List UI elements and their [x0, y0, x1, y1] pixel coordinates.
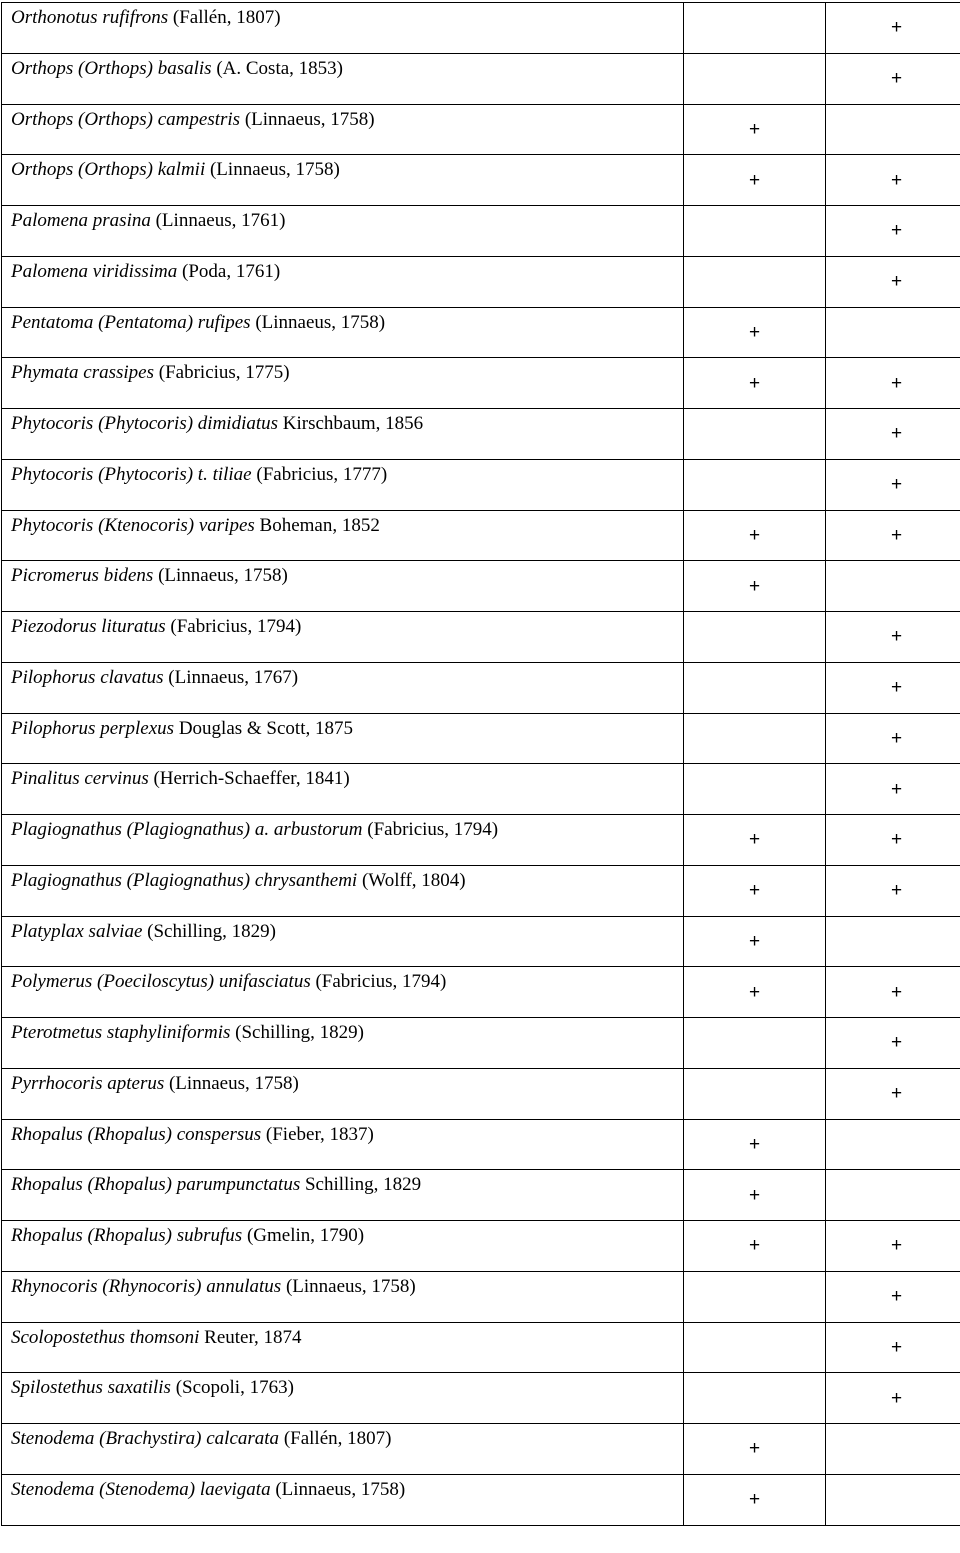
- table-row: [2, 967, 960, 1018]
- presence-mark-col-1: +: [684, 1119, 826, 1170]
- species-author: (Fallén, 1807): [168, 7, 281, 28]
- species-author: (Fabricius, 1777): [251, 463, 388, 485]
- presence-mark-col-2: [826, 1170, 960, 1221]
- species-name-cell: [2, 1373, 684, 1424]
- species-binomial: Phytocoris (Phytocoris) t. tiliae: [11, 463, 252, 485]
- species-binomial: Stenodema (Stenodema) laevigata: [11, 1478, 271, 1500]
- presence-mark-col-1: [684, 459, 826, 510]
- species-name: [11, 206, 683, 230]
- species-name-cell: [2, 256, 684, 307]
- presence-mark-col-2: +: [826, 764, 960, 815]
- species-name: [11, 358, 683, 382]
- species-name-cell: [2, 967, 684, 1018]
- presence-mark-col-2: +: [826, 1068, 960, 1119]
- table-row: [2, 1322, 960, 1373]
- table-row: [2, 662, 960, 713]
- presence-mark-col-2: [826, 104, 960, 155]
- species-author: (Poda, 1761): [177, 260, 281, 282]
- presence-mark-col-1: [684, 1322, 826, 1373]
- presence-mark-col-2: +: [826, 510, 960, 561]
- presence-mark-col-1: +: [684, 307, 826, 358]
- species-author: (Wolff, 1804): [357, 869, 466, 891]
- table-row: [2, 1424, 960, 1475]
- table-row: [2, 256, 960, 307]
- species-author: Douglas & Scott, 1875: [174, 717, 353, 739]
- presence-mark-col-2: +: [826, 409, 960, 460]
- presence-mark-col-2: +: [826, 713, 960, 764]
- table-row: [2, 865, 960, 916]
- table-row: [2, 1170, 960, 1221]
- presence-mark-col-2: [826, 916, 960, 967]
- species-name: [11, 460, 683, 484]
- species-name-cell: [2, 1068, 684, 1119]
- species-author: (Linnaeus, 1761): [150, 210, 286, 231]
- species-name: [11, 1221, 683, 1245]
- species-binomial: Plagiognathus (Plagiognathus) a. arbustorum: [11, 819, 363, 840]
- species-name-cell: [2, 307, 684, 358]
- species-binomial: Rhynocoris (Rhynocoris) annulatus: [11, 1275, 282, 1297]
- species-name: [11, 815, 683, 839]
- presence-mark-col-1: +: [684, 155, 826, 206]
- presence-mark-col-2: +: [826, 1271, 960, 1322]
- species-name-cell: [2, 1424, 684, 1475]
- species-author: (Linnaeus, 1758): [205, 159, 340, 181]
- presence-mark-col-2: +: [826, 1018, 960, 1069]
- species-author: (Linnaeus, 1758): [270, 1478, 406, 1500]
- presence-mark-col-2: +: [826, 358, 960, 409]
- species-name: [11, 1424, 683, 1448]
- table-row: [2, 104, 960, 155]
- presence-mark-col-2: [826, 1424, 960, 1475]
- species-author: (Fabricius, 1794): [362, 819, 499, 840]
- species-name-cell: [2, 1474, 684, 1525]
- species-author: (Linnaeus, 1758): [250, 311, 386, 333]
- species-name: [11, 1272, 683, 1296]
- species-name-cell: [2, 3, 684, 54]
- presence-mark-col-1: [684, 3, 826, 54]
- species-name-cell: [2, 459, 684, 510]
- species-name: [11, 1323, 683, 1347]
- species-binomial: Phytocoris (Ktenocoris) varipes: [11, 514, 255, 536]
- species-name: [11, 917, 683, 941]
- species-binomial: Rhopalus (Rhopalus) parumpunctatus: [11, 1174, 301, 1196]
- presence-mark-col-1: [684, 409, 826, 460]
- presence-mark-col-2: +: [826, 3, 960, 54]
- presence-mark-col-2: [826, 561, 960, 612]
- table-row: [2, 561, 960, 612]
- species-name-cell: [2, 1119, 684, 1170]
- species-binomial: Polymerus (Poeciloscytus) unifasciatus: [11, 971, 311, 993]
- species-binomial: Rhopalus (Rhopalus) conspersus: [11, 1123, 262, 1145]
- table-row: [2, 1474, 960, 1525]
- species-author: (Linnaeus, 1767): [163, 666, 299, 688]
- species-author: Reuter, 1874: [199, 1326, 302, 1348]
- presence-mark-col-1: [684, 662, 826, 713]
- species-binomial: Pentatoma (Pentatoma) rufipes: [11, 311, 251, 333]
- table-row: [2, 612, 960, 663]
- species-table-body: [2, 3, 960, 1526]
- species-name: [11, 1170, 683, 1194]
- table-row: [2, 1018, 960, 1069]
- species-binomial: Plagiognathus (Plagiognathus) chrysanthemi: [11, 869, 358, 891]
- species-name: [11, 714, 683, 738]
- species-author: Boheman, 1852: [254, 514, 380, 536]
- presence-mark-col-2: +: [826, 155, 960, 206]
- presence-mark-col-2: +: [826, 815, 960, 866]
- species-author: (Fabricius, 1794): [165, 616, 302, 637]
- table-row: [2, 459, 960, 510]
- table-row: [2, 358, 960, 409]
- species-binomial: Orthops (Orthops) basalis: [11, 57, 212, 79]
- species-name-cell: [2, 815, 684, 866]
- table-row: [2, 1373, 960, 1424]
- species-author: Schilling, 1829: [300, 1174, 422, 1196]
- species-binomial: Pyrrhocoris apterus: [11, 1072, 165, 1094]
- species-author: (Fieber, 1837): [261, 1123, 374, 1145]
- presence-mark-col-1: +: [684, 967, 826, 1018]
- species-name: [11, 967, 683, 991]
- species-author: (Linnaeus, 1758): [240, 108, 375, 130]
- presence-mark-col-2: +: [826, 1373, 960, 1424]
- species-name: [11, 1018, 683, 1042]
- presence-mark-col-2: +: [826, 662, 960, 713]
- species-binomial: Pilophorus clavatus: [11, 666, 164, 688]
- species-name-cell: [2, 104, 684, 155]
- presence-mark-col-1: +: [684, 510, 826, 561]
- presence-mark-col-2: +: [826, 206, 960, 257]
- presence-mark-col-1: [684, 1018, 826, 1069]
- species-binomial: Palomena prasina: [11, 210, 151, 231]
- species-binomial: Orthonotus rufifrons: [11, 7, 169, 28]
- species-name-cell: [2, 409, 684, 460]
- presence-mark-col-2: [826, 1474, 960, 1525]
- presence-mark-col-1: [684, 1068, 826, 1119]
- species-binomial: Pilophorus perplexus: [11, 717, 175, 739]
- presence-mark-col-2: +: [826, 612, 960, 663]
- species-name-cell: [2, 358, 684, 409]
- table-row: [2, 409, 960, 460]
- presence-mark-col-1: +: [684, 1221, 826, 1272]
- species-name: [11, 308, 683, 332]
- species-author: Kirschbaum, 1856: [278, 413, 424, 434]
- table-row: [2, 307, 960, 358]
- presence-mark-col-2: +: [826, 967, 960, 1018]
- species-binomial: Scolopostethus thomsoni: [11, 1326, 200, 1348]
- table-row: [2, 206, 960, 257]
- species-name-cell: [2, 510, 684, 561]
- species-table: [1, 2, 960, 1526]
- presence-mark-col-1: [684, 256, 826, 307]
- species-name: [11, 663, 683, 687]
- species-name-cell: [2, 1221, 684, 1272]
- presence-mark-col-1: +: [684, 815, 826, 866]
- presence-mark-col-1: +: [684, 865, 826, 916]
- presence-mark-col-1: +: [684, 1474, 826, 1525]
- table-row: [2, 1221, 960, 1272]
- species-name: [11, 1120, 683, 1144]
- species-name: [11, 1475, 683, 1499]
- species-binomial: Pterotmetus staphyliniformis: [11, 1022, 231, 1043]
- species-author: (Schilling, 1829): [230, 1022, 364, 1043]
- species-name-cell: [2, 865, 684, 916]
- presence-mark-col-1: [684, 764, 826, 815]
- presence-mark-col-1: [684, 1373, 826, 1424]
- species-binomial: Phytocoris (Phytocoris) dimidiatus: [11, 413, 279, 434]
- species-name-cell: [2, 1322, 684, 1373]
- species-name-cell: [2, 155, 684, 206]
- species-binomial: Phymata crassipes: [11, 362, 155, 384]
- species-author: (Linnaeus, 1758): [281, 1275, 416, 1297]
- species-name: [11, 866, 683, 890]
- presence-mark-col-1: [684, 1271, 826, 1322]
- species-author: (Fallén, 1807): [279, 1428, 392, 1449]
- species-author: (Gmelin, 1790): [242, 1225, 365, 1246]
- presence-mark-col-2: +: [826, 459, 960, 510]
- species-name-cell: [2, 612, 684, 663]
- species-binomial: Platyplax salviae: [11, 920, 143, 942]
- presence-mark-col-1: +: [684, 1170, 826, 1221]
- species-author: (Herrich-Schaeffer, 1841): [148, 768, 350, 790]
- presence-mark-col-1: +: [684, 916, 826, 967]
- table-row: [2, 1068, 960, 1119]
- species-name: [11, 3, 683, 27]
- table-row: [2, 53, 960, 104]
- presence-mark-col-1: [684, 612, 826, 663]
- species-name-cell: [2, 1018, 684, 1069]
- species-name-cell: [2, 206, 684, 257]
- species-binomial: Palomena viridissima: [11, 260, 178, 282]
- table-row: [2, 764, 960, 815]
- presence-mark-col-2: +: [826, 865, 960, 916]
- table-row: [2, 815, 960, 866]
- species-author: (Fabricius, 1775): [154, 362, 290, 384]
- species-name-cell: [2, 916, 684, 967]
- species-name: [11, 409, 683, 433]
- presence-mark-col-1: [684, 53, 826, 104]
- presence-mark-col-2: +: [826, 53, 960, 104]
- table-row: [2, 713, 960, 764]
- species-name: [11, 561, 683, 585]
- species-name: [11, 612, 683, 636]
- presence-mark-col-1: +: [684, 561, 826, 612]
- species-author: (A. Costa, 1853): [211, 57, 343, 79]
- table-row: [2, 3, 960, 54]
- species-binomial: Pinalitus cervinus: [11, 768, 149, 790]
- species-binomial: Spilostethus saxatilis: [11, 1377, 171, 1399]
- presence-mark-col-1: +: [684, 104, 826, 155]
- species-name: [11, 764, 683, 788]
- presence-mark-col-2: +: [826, 1221, 960, 1272]
- species-name-cell: [2, 662, 684, 713]
- presence-mark-col-1: +: [684, 358, 826, 409]
- species-binomial: Stenodema (Brachystira) calcarata: [11, 1428, 280, 1449]
- table-row: [2, 1119, 960, 1170]
- presence-mark-col-2: +: [826, 256, 960, 307]
- species-name: [11, 54, 683, 78]
- species-author: (Linnaeus, 1758): [153, 565, 288, 587]
- species-name: [11, 1373, 683, 1397]
- species-binomial: Rhopalus (Rhopalus) subrufus: [11, 1225, 243, 1246]
- table-row: [2, 155, 960, 206]
- table-row: [2, 1271, 960, 1322]
- table-row: [2, 916, 960, 967]
- species-name: [11, 257, 683, 281]
- presence-mark-col-1: [684, 713, 826, 764]
- species-name: [11, 105, 683, 129]
- presence-mark-col-2: +: [826, 1322, 960, 1373]
- species-name-cell: [2, 53, 684, 104]
- species-name-cell: [2, 1271, 684, 1322]
- species-name-cell: [2, 764, 684, 815]
- species-binomial: Piezodorus lituratus: [11, 616, 166, 637]
- species-name: [11, 511, 683, 535]
- species-binomial: Picromerus bidens: [11, 565, 154, 587]
- presence-mark-col-1: [684, 206, 826, 257]
- presence-mark-col-2: [826, 1119, 960, 1170]
- species-author: (Schilling, 1829): [142, 920, 276, 942]
- species-author: (Linnaeus, 1758): [164, 1072, 299, 1094]
- table-row: [2, 510, 960, 561]
- species-binomial: Orthops (Orthops) kalmii: [11, 159, 206, 181]
- species-name-cell: [2, 713, 684, 764]
- species-author: (Fabricius, 1794): [310, 971, 447, 993]
- presence-mark-col-2: [826, 307, 960, 358]
- species-name-cell: [2, 1170, 684, 1221]
- species-name: [11, 155, 683, 179]
- presence-mark-col-1: +: [684, 1424, 826, 1475]
- species-name: [11, 1069, 683, 1093]
- species-author: (Scopoli, 1763): [170, 1377, 294, 1399]
- species-name-cell: [2, 561, 684, 612]
- species-binomial: Orthops (Orthops) campestris: [11, 108, 241, 130]
